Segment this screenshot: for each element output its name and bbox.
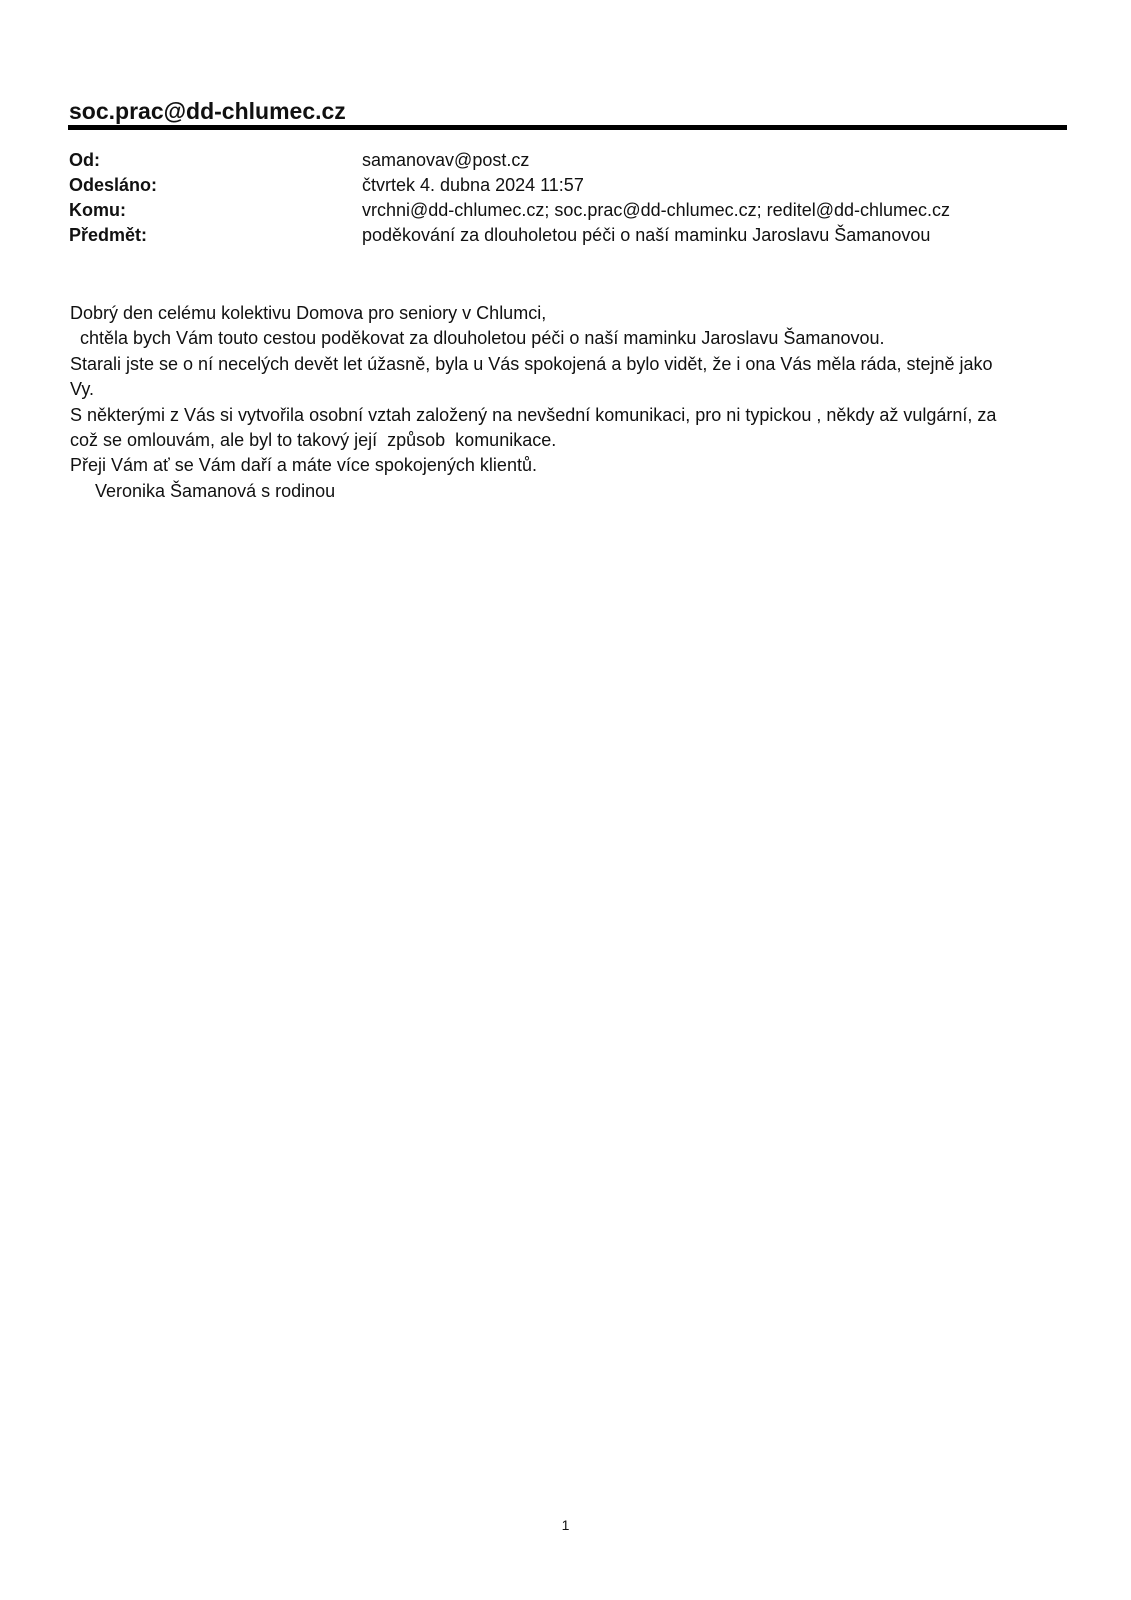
- to-value: vrchni@dd-chlumec.cz; soc.prac@dd-chlumec.cz; reditel@dd-chlumec.cz: [362, 200, 951, 220]
- body-line: chtěla bych Vám touto cestou poděkovat za dlouholetou péči o naší maminku Jaroslavu Šamanovou.: [70, 328, 885, 349]
- from-value: samanovav@post.cz: [362, 150, 530, 170]
- page-number: 1: [561, 1517, 570, 1533]
- subject-value: poděkování za dlouholetou péči o naší maminku Jaroslavu Šamanovou: [362, 225, 931, 245]
- body-line: Dobrý den celému kolektivu Domova pro seniory v Chlumci,: [70, 303, 547, 323]
- message-body: [70, 301, 1060, 504]
- signature-line: Veronika Šamanová s rodinou: [70, 480, 336, 501]
- body-line: což se omlouvám, ale byl to takový její způsob komunikace.: [70, 430, 557, 451]
- to-label: Komu:: [69, 200, 126, 220]
- mailbox-title: soc.prac@dd-chlumec.cz: [69, 98, 346, 124]
- body-line: Přeji Vám ať se Vám daří a máte více spokojených klientů.: [70, 455, 537, 476]
- body-line: Vy.: [70, 379, 95, 400]
- title-divider: [68, 125, 1067, 130]
- body-line: S některými z Vás si vytvořila osobní vztah založený na nevšední komunikaci, pro ni typickou , někdy až vulgární, za: [70, 404, 997, 425]
- from-label: Od:: [69, 150, 100, 170]
- sent-value: čtvrtek 4. dubna 2024 11:57: [362, 175, 584, 195]
- sent-label: Odesláno:: [69, 175, 158, 195]
- subject-label: Předmět:: [69, 225, 148, 245]
- body-line: Starali jste se o ní necelých devět let úžasně, byla u Vás spokojená a bylo vidět, že i ona Vás měla ráda, stejně jako: [70, 353, 993, 374]
